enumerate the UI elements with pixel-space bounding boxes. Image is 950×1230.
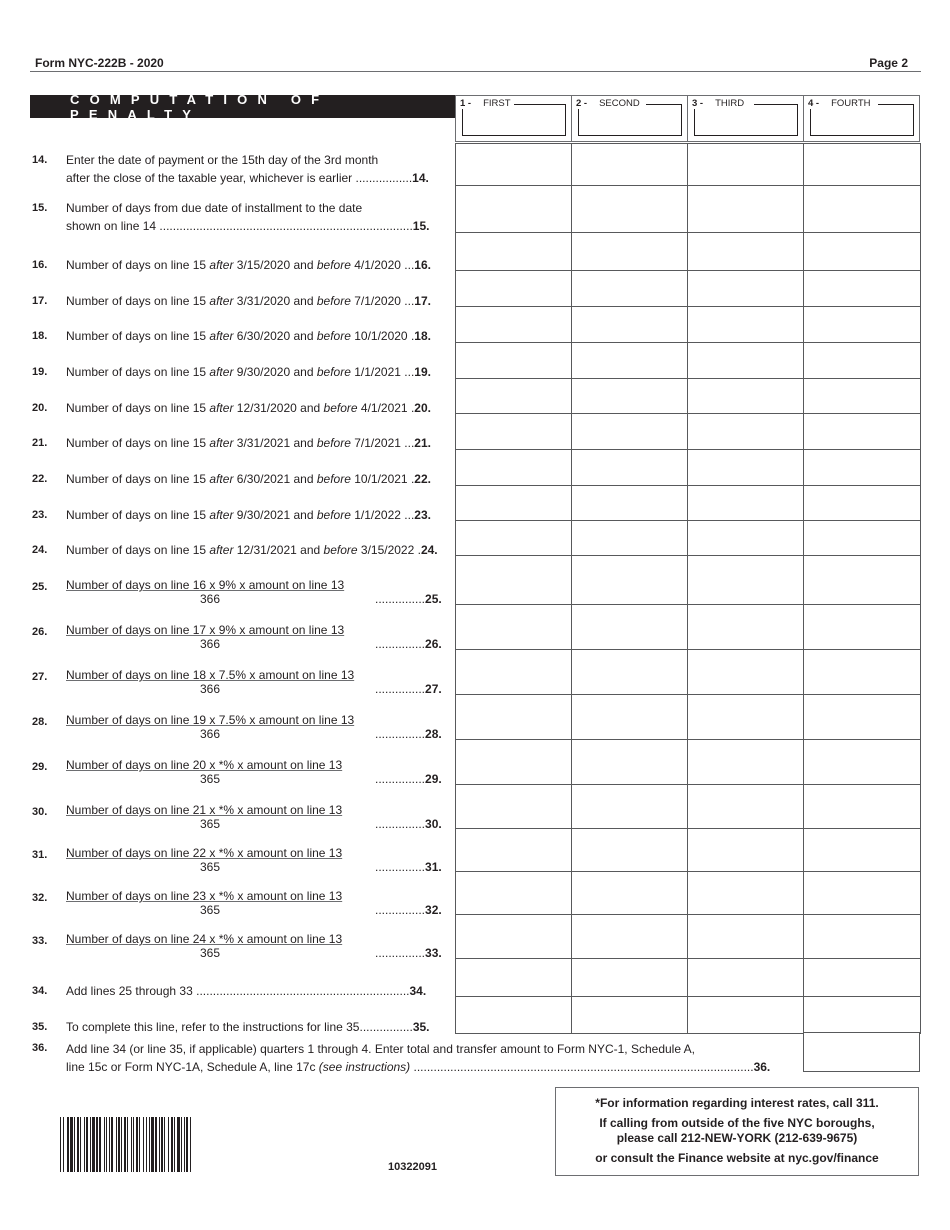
line-31-first-input[interactable] [455,828,572,872]
line-20-third-input[interactable] [687,378,804,414]
line-23-label: Number of days on line 15 after 9/30/2021 and before 1/1/2022 ...23. [66,508,431,522]
formula-numerator: Number of days on line 18 x 7.5% x amount on line 13 [66,668,355,682]
formula-numerator: Number of days on line 23 x *% x amount on line 13 [66,889,343,903]
line-36-label: Add line 34 (or line 35, if applicable) quarters 1 through 4. Enter total and transfer amount to Form NYC-1, Schedule A, line 15c or Form NYC-1A, Schedule A, line 17c (see instructions) ......................................................................................................36. [66,1042,771,1074]
line-25-formula [66,578,345,606]
line-36-total-input[interactable] [803,1032,920,1072]
line-29-number: 29. [32,761,48,773]
line-36-number: 36. [32,1042,48,1054]
line-30-number: 30. [32,806,48,818]
line-16-first-input[interactable] [455,232,572,271]
line-14-fourth-input[interactable] [803,143,921,186]
line-21-second-input[interactable] [571,413,688,450]
line-34-first-input[interactable] [455,958,572,997]
line-24-third-input[interactable] [687,520,804,556]
formula-denominator: 365 [199,946,221,960]
line-30-formula [66,803,343,831]
line-26-formula [66,623,345,651]
line-18-third-input[interactable] [687,306,804,343]
line-21-number: 21. [32,437,48,449]
line-22-second-input[interactable] [571,449,688,486]
formula-denominator: 366 [199,682,221,696]
line-35-second-input[interactable] [571,996,688,1034]
line-22-label: Number of days on line 15 after 6/30/2021 and before 10/1/2021 .22. [66,472,431,486]
line-32-fourth-input[interactable] [803,871,921,915]
line-28-first-input[interactable] [455,694,572,740]
line-28-number: 28. [32,716,48,728]
line-34-label: Add lines 25 through 33 ................................................................34. [66,984,427,998]
line-17-fourth-input[interactable] [803,270,921,307]
line-23-second-input[interactable] [571,485,688,521]
line-29-second-input[interactable] [571,739,688,785]
line-23-first-input[interactable] [455,485,572,521]
line-14-third-input[interactable] [687,143,804,186]
barcode [60,1117,305,1172]
line-22-third-input[interactable] [687,449,804,486]
line-31-ref: ...............31. [375,860,442,874]
line-18-number: 18. [32,330,48,342]
line-31-formula [66,846,343,874]
line-28-ref: ...............28. [375,727,442,741]
line-20-fourth-input[interactable] [803,378,921,414]
formula-denominator: 365 [199,772,221,786]
line-31-third-input[interactable] [687,828,804,872]
line-32-first-input[interactable] [455,871,572,915]
formula-numerator: Number of days on line 16 x 9% x amount on line 13 [66,578,345,592]
line-35-number: 35. [32,1021,48,1033]
line-35-third-input[interactable] [687,996,804,1034]
line-17-label: Number of days on line 15 after 3/31/2020 and before 7/1/2020 ...17. [66,294,431,308]
line-28-second-input[interactable] [571,694,688,740]
line-33-third-input[interactable] [687,914,804,959]
line-32-number: 32. [32,892,48,904]
line-25-number: 25. [32,581,48,593]
line-29-ref: ...............29. [375,772,442,786]
line-15-third-input[interactable] [687,185,804,233]
line-22-number: 22. [32,473,48,485]
line-33-first-input[interactable] [455,914,572,959]
line-33-ref: ...............33. [375,946,442,960]
line-26-first-input[interactable] [455,604,572,650]
line-19-number: 19. [32,366,48,378]
interest-rate-info-box: *For information regarding interest rates, call 311. If calling from outside of the five NYC boroughs, please call 212-NEW-YORK (212-639-9675) or consult the Finance website at nyc.gov/finance [555,1087,919,1176]
line-29-first-input[interactable] [455,739,572,785]
form-title: Form NYC-222B - 2020 [35,56,164,70]
line-17-number: 17. [32,295,48,307]
line-28-third-input[interactable] [687,694,804,740]
line-31-number: 31. [32,849,48,861]
line-35-fourth-input[interactable] [803,996,921,1034]
line-32-formula [66,889,343,917]
quarter-header-fourth: 4 - FOURTH [803,95,920,142]
line-18-second-input[interactable] [571,306,688,343]
quarter-header-first: 1 - FIRST [455,95,572,142]
line-17-first-input[interactable] [455,270,572,307]
formula-numerator: Number of days on line 22 x *% x amount on line 13 [66,846,343,860]
line-22-first-input[interactable] [455,449,572,486]
line-30-fourth-input[interactable] [803,784,921,829]
line-27-fourth-input[interactable] [803,649,921,695]
line-25-fourth-input[interactable] [803,555,921,605]
line-29-third-input[interactable] [687,739,804,785]
page-number: Page 2 [869,56,908,70]
line-26-fourth-input[interactable] [803,604,921,650]
formula-numerator: Number of days on line 21 x *% x amount on line 13 [66,803,343,817]
line-30-second-input[interactable] [571,784,688,829]
formula-numerator: Number of days on line 17 x 9% x amount on line 13 [66,623,345,637]
line-35-label: To complete this line, refer to the instructions for line 35................35. [66,1020,430,1034]
line-34-number: 34. [32,985,48,997]
line-16-label: Number of days on line 15 after 3/15/2020 and before 4/1/2020 ...16. [66,258,431,272]
line-31-second-input[interactable] [571,828,688,872]
line-15-label: Number of days from due date of installment to the date shown on line 14 ............................................................................15. [66,201,430,233]
line-21-label: Number of days on line 15 after 3/31/2021 and before 7/1/2021 ...21. [66,436,431,450]
line-27-first-input[interactable] [455,649,572,695]
line-22-fourth-input[interactable] [803,449,921,486]
line-15-first-input[interactable] [455,185,572,233]
line-28-formula [66,713,355,741]
line-23-number: 23. [32,509,48,521]
line-17-second-input[interactable] [571,270,688,307]
line-27-third-input[interactable] [687,649,804,695]
formula-numerator: Number of days on line 20 x *% x amount on line 13 [66,758,343,772]
formula-denominator: 366 [199,592,221,606]
line-26-ref: ...............26. [375,637,442,651]
line-27-second-input[interactable] [571,649,688,695]
line-32-second-input[interactable] [571,871,688,915]
form-code: 10322091 [388,1161,437,1173]
line-29-formula [66,758,343,786]
line-15-number: 15. [32,202,48,214]
line-33-second-input[interactable] [571,914,688,959]
line-24-label: Number of days on line 15 after 12/31/2021 and before 3/15/2022 .24. [66,543,438,557]
formula-denominator: 365 [199,817,221,831]
line-19-fourth-input[interactable] [803,342,921,379]
line-14-label: Enter the date of payment or the 15th day of the 3rd month after the close of the taxable year, whichever is earlier .................14. [66,153,429,185]
line-28-fourth-input[interactable] [803,694,921,740]
line-30-first-input[interactable] [455,784,572,829]
line-16-fourth-input[interactable] [803,232,921,271]
quarter-header-third: 3 - THIRD [687,95,804,142]
line-27-number: 27. [32,671,48,683]
line-21-third-input[interactable] [687,413,804,450]
quarter-header-second: 2 - SECOND [571,95,688,142]
line-18-first-input[interactable] [455,306,572,343]
line-16-third-input[interactable] [687,232,804,271]
formula-numerator: Number of days on line 24 x *% x amount on line 13 [66,932,343,946]
formula-denominator: 365 [199,903,221,917]
line-31-fourth-input[interactable] [803,828,921,872]
line-19-first-input[interactable] [455,342,572,379]
line-32-ref: ...............32. [375,903,442,917]
line-15-second-input[interactable] [571,185,688,233]
formula-denominator: 366 [199,637,221,651]
line-33-formula [66,932,343,960]
line-17-third-input[interactable] [687,270,804,307]
section-title: COMPUTATION OF PENALTY [30,95,455,118]
line-20-label: Number of days on line 15 after 12/31/2020 and before 4/1/2021 .20. [66,401,431,415]
line-16-second-input[interactable] [571,232,688,271]
line-15-fourth-input[interactable] [803,185,921,233]
line-25-second-input[interactable] [571,555,688,605]
line-14-second-input[interactable] [571,143,688,186]
line-34-third-input[interactable] [687,958,804,997]
line-24-first-input[interactable] [455,520,572,556]
line-27-ref: ...............27. [375,682,442,696]
line-26-third-input[interactable] [687,604,804,650]
line-24-fourth-input[interactable] [803,520,921,556]
line-33-number: 33. [32,935,48,947]
line-24-second-input[interactable] [571,520,688,556]
line-19-third-input[interactable] [687,342,804,379]
line-19-second-input[interactable] [571,342,688,379]
line-21-fourth-input[interactable] [803,413,921,450]
line-19-label: Number of days on line 15 after 9/30/2020 and before 1/1/2021 ...19. [66,365,431,379]
header-divider [30,71,921,72]
line-20-second-input[interactable] [571,378,688,414]
line-20-first-input[interactable] [455,378,572,414]
line-25-ref: ...............25. [375,592,442,606]
line-27-formula [66,668,355,696]
line-14-number: 14. [32,154,48,166]
line-25-third-input[interactable] [687,555,804,605]
line-20-number: 20. [32,402,48,414]
line-24-number: 24. [32,544,48,556]
line-34-second-input[interactable] [571,958,688,997]
line-33-fourth-input[interactable] [803,914,921,959]
line-29-fourth-input[interactable] [803,739,921,785]
line-35-first-input[interactable] [455,996,572,1034]
formula-numerator: Number of days on line 19 x 7.5% x amount on line 13 [66,713,355,727]
line-32-third-input[interactable] [687,871,804,915]
line-14-first-input[interactable] [455,143,572,186]
line-34-fourth-input[interactable] [803,958,921,997]
line-26-second-input[interactable] [571,604,688,650]
line-23-third-input[interactable] [687,485,804,521]
formula-denominator: 365 [199,860,221,874]
line-26-number: 26. [32,626,48,638]
line-16-number: 16. [32,259,48,271]
line-18-label: Number of days on line 15 after 6/30/2020 and before 10/1/2020 .18. [66,329,431,343]
line-25-first-input[interactable] [455,555,572,605]
line-18-fourth-input[interactable] [803,306,921,343]
line-30-third-input[interactable] [687,784,804,829]
line-21-first-input[interactable] [455,413,572,450]
line-30-ref: ...............30. [375,817,442,831]
formula-denominator: 366 [199,727,221,741]
line-23-fourth-input[interactable] [803,485,921,521]
